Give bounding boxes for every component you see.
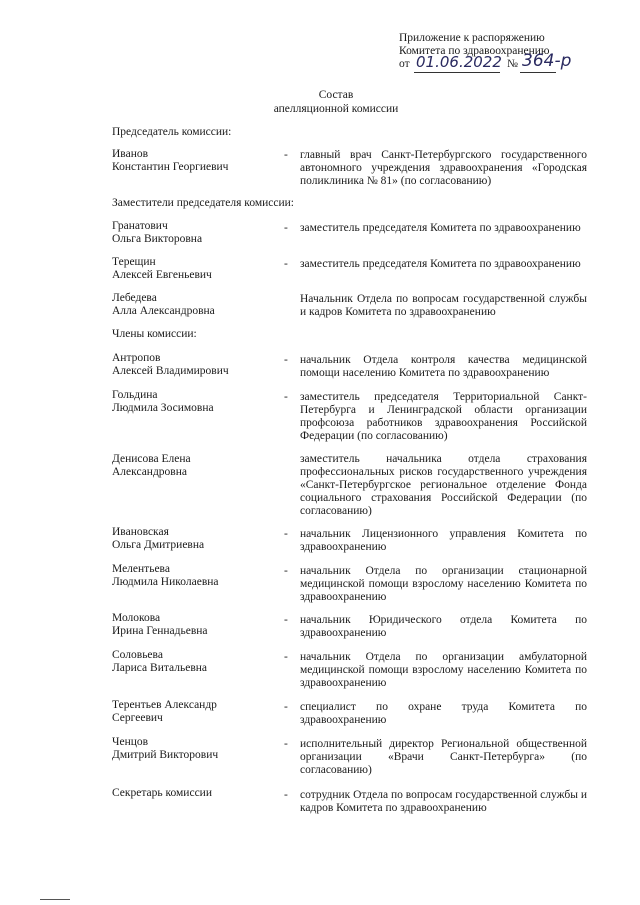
scan-mark bbox=[40, 899, 70, 900]
molokova-name-1: Молокова bbox=[112, 612, 161, 624]
from-prefix: от bbox=[399, 58, 410, 70]
secretary-desc: сотрудник Отдела по вопросам государственной службы и кадров Комитета по здравоохранению bbox=[300, 789, 587, 814]
dash: - bbox=[284, 789, 288, 801]
soloveva-name-2: Лариса Витальевна bbox=[112, 662, 208, 674]
antropov-name-1: Антропов bbox=[112, 352, 161, 364]
goldina-name-2: Людмила Зосимовна bbox=[112, 402, 214, 414]
goldina-desc: заместитель председателя Территориальной Санкт-Петербурга и Ленинградской области организации профсоюза работников здравоохранения Российской Федерации (по согласованию) bbox=[300, 391, 587, 442]
tereshin-desc: заместитель председателя Комитета по здравоохранению bbox=[300, 258, 581, 270]
dash: - bbox=[284, 738, 288, 750]
granatovich-name-1: Гранатович bbox=[112, 220, 168, 232]
ivanov-name-2: Константин Георгиевич bbox=[112, 161, 229, 173]
ivanovskaya-name-1: Ивановская bbox=[112, 526, 169, 538]
attachment-line-2: Комитета по здравоохранению bbox=[399, 45, 550, 57]
section-secretary: Секретарь комиссии bbox=[112, 787, 212, 799]
dash: - bbox=[284, 354, 288, 366]
dash: - bbox=[284, 528, 288, 540]
dash: - bbox=[284, 651, 288, 663]
chentsov-name-2: Дмитрий Викторович bbox=[112, 749, 219, 761]
ivanov-name-1: Иванов bbox=[112, 148, 149, 160]
terentev-name-2: Сергеевич bbox=[112, 712, 163, 724]
dash: - bbox=[284, 701, 288, 713]
attachment-line-1: Приложение к распоряжению bbox=[399, 32, 545, 44]
dash: - bbox=[284, 614, 288, 626]
dash: - bbox=[284, 149, 288, 161]
granatovich-desc: заместитель председателя Комитета по здравоохранению bbox=[300, 222, 581, 234]
molokova-name-2: Ирина Геннадьевна bbox=[112, 625, 208, 637]
denisova-desc: заместитель начальника отдела страхования профессиональных рисков государственного учреждения «Санкт-Петербургское региональное отделение Фонда социального страхования Российской Федерации (по согласованию) bbox=[300, 453, 587, 517]
dash: - bbox=[284, 258, 288, 270]
meleteva-name-2: Людмила Николаевна bbox=[112, 576, 219, 588]
number-prefix: № bbox=[507, 58, 518, 70]
ivanovskaya-name-2: Ольга Дмитриевна bbox=[112, 539, 205, 551]
section-members: Члены комиссии: bbox=[112, 328, 197, 340]
lebedeva-name-1: Лебедева bbox=[112, 292, 157, 304]
lebedeva-desc: Начальник Отдела по вопросам государственной службы и кадров Комитета по здравоохранению bbox=[300, 293, 587, 318]
section-deputies: Заместители председателя комиссии: bbox=[112, 197, 294, 209]
date-underline bbox=[414, 72, 500, 73]
handwritten-date: 01.06.2022 bbox=[416, 53, 502, 71]
goldina-name-1: Гольдина bbox=[112, 389, 158, 401]
chentsov-desc: исполнительный директор Региональной общественной организации «Врачи Санкт-Петербурга» (по согласованию) bbox=[300, 738, 587, 776]
antropov-desc: начальник Отдела контроля качества медицинской помощи населению Комитета по здравоохранению bbox=[300, 354, 587, 379]
dash: - bbox=[284, 391, 288, 403]
number-underline bbox=[520, 72, 556, 73]
title-line-2: апелляционной комиссии bbox=[273, 103, 399, 115]
title-line-1: Состав bbox=[318, 89, 354, 101]
antropov-name-2: Алексей Владимирович bbox=[112, 365, 229, 377]
tereshin-name-2: Алексей Евгеньевич bbox=[112, 269, 212, 281]
handwritten-number: 364-р bbox=[522, 51, 572, 71]
meleteva-name-1: Мелентьева bbox=[112, 563, 170, 575]
soloveva-desc: начальник Отдела по организации амбулаторной медицинской помощи взрослому населению Комитета по здравоохранению bbox=[300, 651, 587, 689]
denisova-name-1: Денисова Елена bbox=[112, 453, 191, 465]
section-chair: Председатель комиссии: bbox=[112, 126, 232, 138]
terentev-desc: специалист по охране труда Комитета по здравоохранению bbox=[300, 701, 587, 726]
attachment-date-line bbox=[399, 58, 410, 71]
dash: - bbox=[284, 222, 288, 234]
meleteva-desc: начальник Отдела по организации стационарной медицинской помощи взрослому населению Комитета по здравоохранению bbox=[300, 565, 587, 603]
chentsov-name-1: Ченцов bbox=[112, 736, 149, 748]
soloveva-name-1: Соловьева bbox=[112, 649, 163, 661]
terentev-name-1: Терентьев Александр bbox=[112, 699, 217, 711]
denisova-name-2: Александровна bbox=[112, 466, 187, 478]
lebedeva-name-2: Алла Александровна bbox=[112, 305, 215, 317]
ivanov-desc: главный врач Санкт-Петербургского государственного автономного учреждения здравоохранения «Городская поликлиника № 81» (по согласованию) bbox=[300, 149, 587, 187]
ivanovskaya-desc: начальник Лицензионного управления Комитета по здравоохранению bbox=[300, 528, 587, 553]
dash: - bbox=[284, 565, 288, 577]
tereshin-name-1: Терещин bbox=[112, 256, 156, 268]
granatovich-name-2: Ольга Викторовна bbox=[112, 233, 203, 245]
molokova-desc: начальник Юридического отдела Комитета по здравоохранению bbox=[300, 614, 587, 639]
